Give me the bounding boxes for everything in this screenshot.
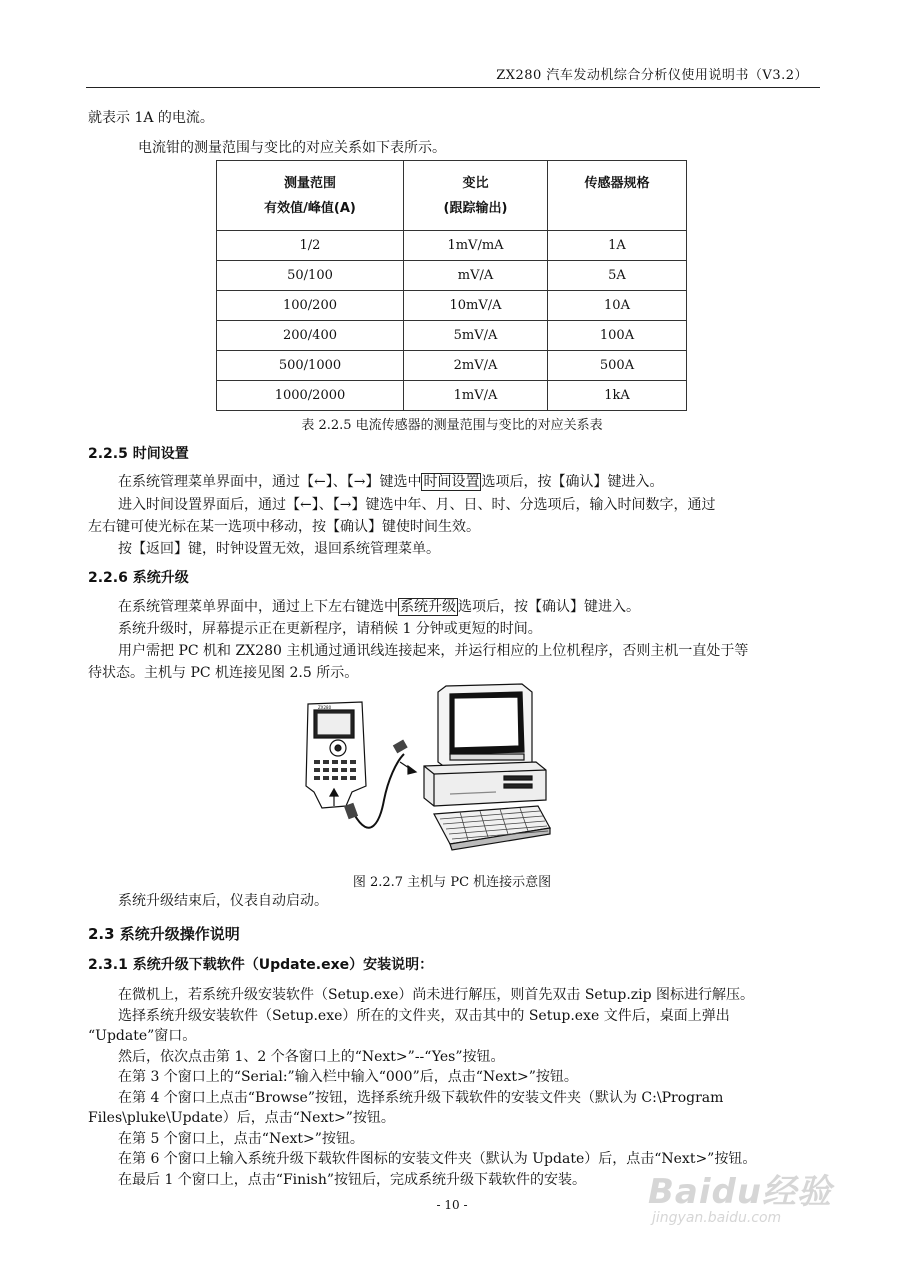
section-heading-2-3-1: 2.3.1 系统升级下载软件（Update.exe）安装说明： bbox=[88, 957, 434, 973]
table-header-line: 传感器规格 bbox=[584, 176, 650, 191]
table-cell: 5mV/A bbox=[404, 321, 548, 351]
table-cell: 500A bbox=[548, 351, 687, 381]
menu-item-reference: 时间设置 bbox=[423, 474, 480, 490]
monitor-icon bbox=[438, 684, 532, 768]
table-cell: 2mV/A bbox=[404, 351, 548, 381]
table-cell: 1kA bbox=[548, 381, 687, 411]
table-caption: 表 2.2.5 电流传感器的测量范围与变比的对应关系表 bbox=[301, 418, 603, 433]
paragraph bbox=[118, 597, 858, 617]
paragraph-continued: 待状态。主机与 PC 机连接见图 2.5 所示。 bbox=[88, 665, 359, 681]
figure-caption: 图 2.2.7 主机与 PC 机连接示意图 bbox=[352, 875, 552, 890]
watermark-brand: Baidu经验 bbox=[648, 1172, 833, 1212]
paragraph: 系统升级时，屏幕提示正在更新程序，请稍候 1 分钟或更短的时间。 bbox=[118, 621, 542, 637]
header-rule bbox=[86, 87, 820, 88]
paragraph: 按【返回】键，时钟设置无效，退回系统管理菜单。 bbox=[118, 541, 440, 557]
table-cell: 1mV/A bbox=[404, 381, 548, 411]
paragraph: 然后，依次点击第 1、2 个各窗口上的“Next>”--“Yes”按钮。 bbox=[118, 1049, 505, 1065]
keyboard-icon bbox=[434, 806, 550, 850]
text-run: 选项后，按【确认】键进入。 bbox=[481, 474, 664, 490]
table-header-cell bbox=[548, 161, 687, 231]
table-header-cell bbox=[217, 161, 404, 231]
paragraph: 进入时间设置界面后，通过【←】、【→】键选中年、月、日、时、分选项后，输入时间数字，通过 bbox=[118, 497, 716, 513]
computer-case-icon bbox=[424, 762, 546, 806]
paragraph: 在第 5 个窗口上，点击“Next>”按钮。 bbox=[118, 1131, 364, 1147]
intro-line-1: 就表示 1A 的电流。 bbox=[88, 110, 214, 126]
arrow-right-icon bbox=[400, 762, 416, 774]
table-header-line: 有效值/峰值(A) bbox=[264, 201, 356, 216]
device-brand-label: ZX280 bbox=[318, 705, 332, 710]
paragraph-continued: Files\pluke\Update）后，点击“Next>”按钮。 bbox=[88, 1110, 395, 1126]
paragraph: 系统升级结束后，仪表自动启动。 bbox=[118, 893, 328, 909]
table-header-line: (跟踪输出) bbox=[443, 201, 508, 216]
paragraph bbox=[118, 472, 858, 492]
table-row bbox=[217, 351, 687, 381]
paragraph-continued: 左右键可使光标在某一选项中移动，按【确认】键使时间生效。 bbox=[88, 519, 480, 535]
table-cell: 100/200 bbox=[217, 291, 404, 321]
watermark-logo bbox=[648, 1164, 833, 1226]
paragraph: 选择系统升级安装软件（Setup.exe）所在的文件夹，双击其中的 Setup.exe 文件后，桌面上弹出 bbox=[118, 1008, 730, 1024]
table-header-row bbox=[217, 161, 687, 231]
table-row bbox=[217, 381, 687, 411]
watermark-url: jingyan.baidu.com bbox=[652, 1210, 782, 1226]
table-cell: 1/2 bbox=[217, 231, 404, 261]
section-heading-2-3: 2.3 系统升级操作说明 bbox=[88, 925, 240, 943]
intro-line-2: 电流钳的测量范围与变比的对应关系如下表所示。 bbox=[138, 140, 446, 156]
table-row bbox=[217, 261, 687, 291]
paragraph: 在微机上，若系统升级安装软件（Setup.exe）尚未进行解压，则首先双击 Setup.zip 图标进行解压。 bbox=[118, 987, 755, 1003]
paragraph: 用户需把 PC 机和 ZX280 主机通过通讯线连接起来，并运行相应的上位机程序，否则主机一直处于等 bbox=[118, 643, 749, 659]
paragraph: 在第 6 个窗口上输入系统升级下载软件图标的安装文件夹（默认为 Update）后，点击“Next>”按钮。 bbox=[118, 1151, 757, 1167]
table-cell: 100A bbox=[548, 321, 687, 351]
text-run: 在系统管理菜单界面中，通过【←】、【→】键选中 bbox=[118, 474, 422, 490]
table-cell: 1mV/mA bbox=[404, 231, 548, 261]
table-cell: 1A bbox=[548, 231, 687, 261]
header-title: ZX280 汽车发动机综合分析仪使用说明书（V3.2） bbox=[496, 68, 808, 83]
table-cell: 10mV/A bbox=[404, 291, 548, 321]
table-cell: 10A bbox=[548, 291, 687, 321]
table-cell: 5A bbox=[548, 261, 687, 291]
table-row bbox=[217, 291, 687, 321]
table-row bbox=[217, 321, 687, 351]
section-heading-2-2-5: 2.2.5 时间设置 bbox=[88, 446, 189, 462]
spec-table bbox=[216, 160, 687, 411]
table-cell: 200/400 bbox=[217, 321, 404, 351]
cable-connector-icon bbox=[393, 740, 408, 754]
text-run: 选项后，按【确认】键进入。 bbox=[458, 599, 640, 615]
paragraph: 在第 4 个窗口上点击“Browse”按钮，选择系统升级下载软件的安装文件夹（默认为 C:\Program bbox=[118, 1090, 724, 1106]
paragraph-continued: “Update”窗口。 bbox=[88, 1028, 197, 1044]
table-cell: 1000/2000 bbox=[217, 381, 404, 411]
connection-diagram bbox=[300, 682, 552, 864]
table-row bbox=[217, 231, 687, 261]
table-header-line: 变比 bbox=[462, 176, 489, 191]
section-heading-2-2-6: 2.2.6 系统升级 bbox=[88, 570, 189, 586]
table-cell: mV/A bbox=[404, 261, 548, 291]
table-header-line: 测量范围 bbox=[283, 176, 336, 191]
paragraph: 在第 3 个窗口上的“Serial:”输入栏中输入“000”后，点击“Next>”按钮。 bbox=[118, 1069, 578, 1085]
table-cell: 500/1000 bbox=[217, 351, 404, 381]
paragraph: 在最后 1 个窗口上，点击“Finish”按钮后，完成系统升级下载软件的安装。 bbox=[118, 1172, 587, 1188]
text-run: 在系统管理菜单界面中，通过上下左右键选中 bbox=[118, 599, 398, 615]
menu-item-reference: 系统升级 bbox=[400, 599, 456, 615]
page-number: - 10 - bbox=[436, 1198, 468, 1212]
table-cell: 50/100 bbox=[217, 261, 404, 291]
table-header-cell bbox=[404, 161, 548, 231]
